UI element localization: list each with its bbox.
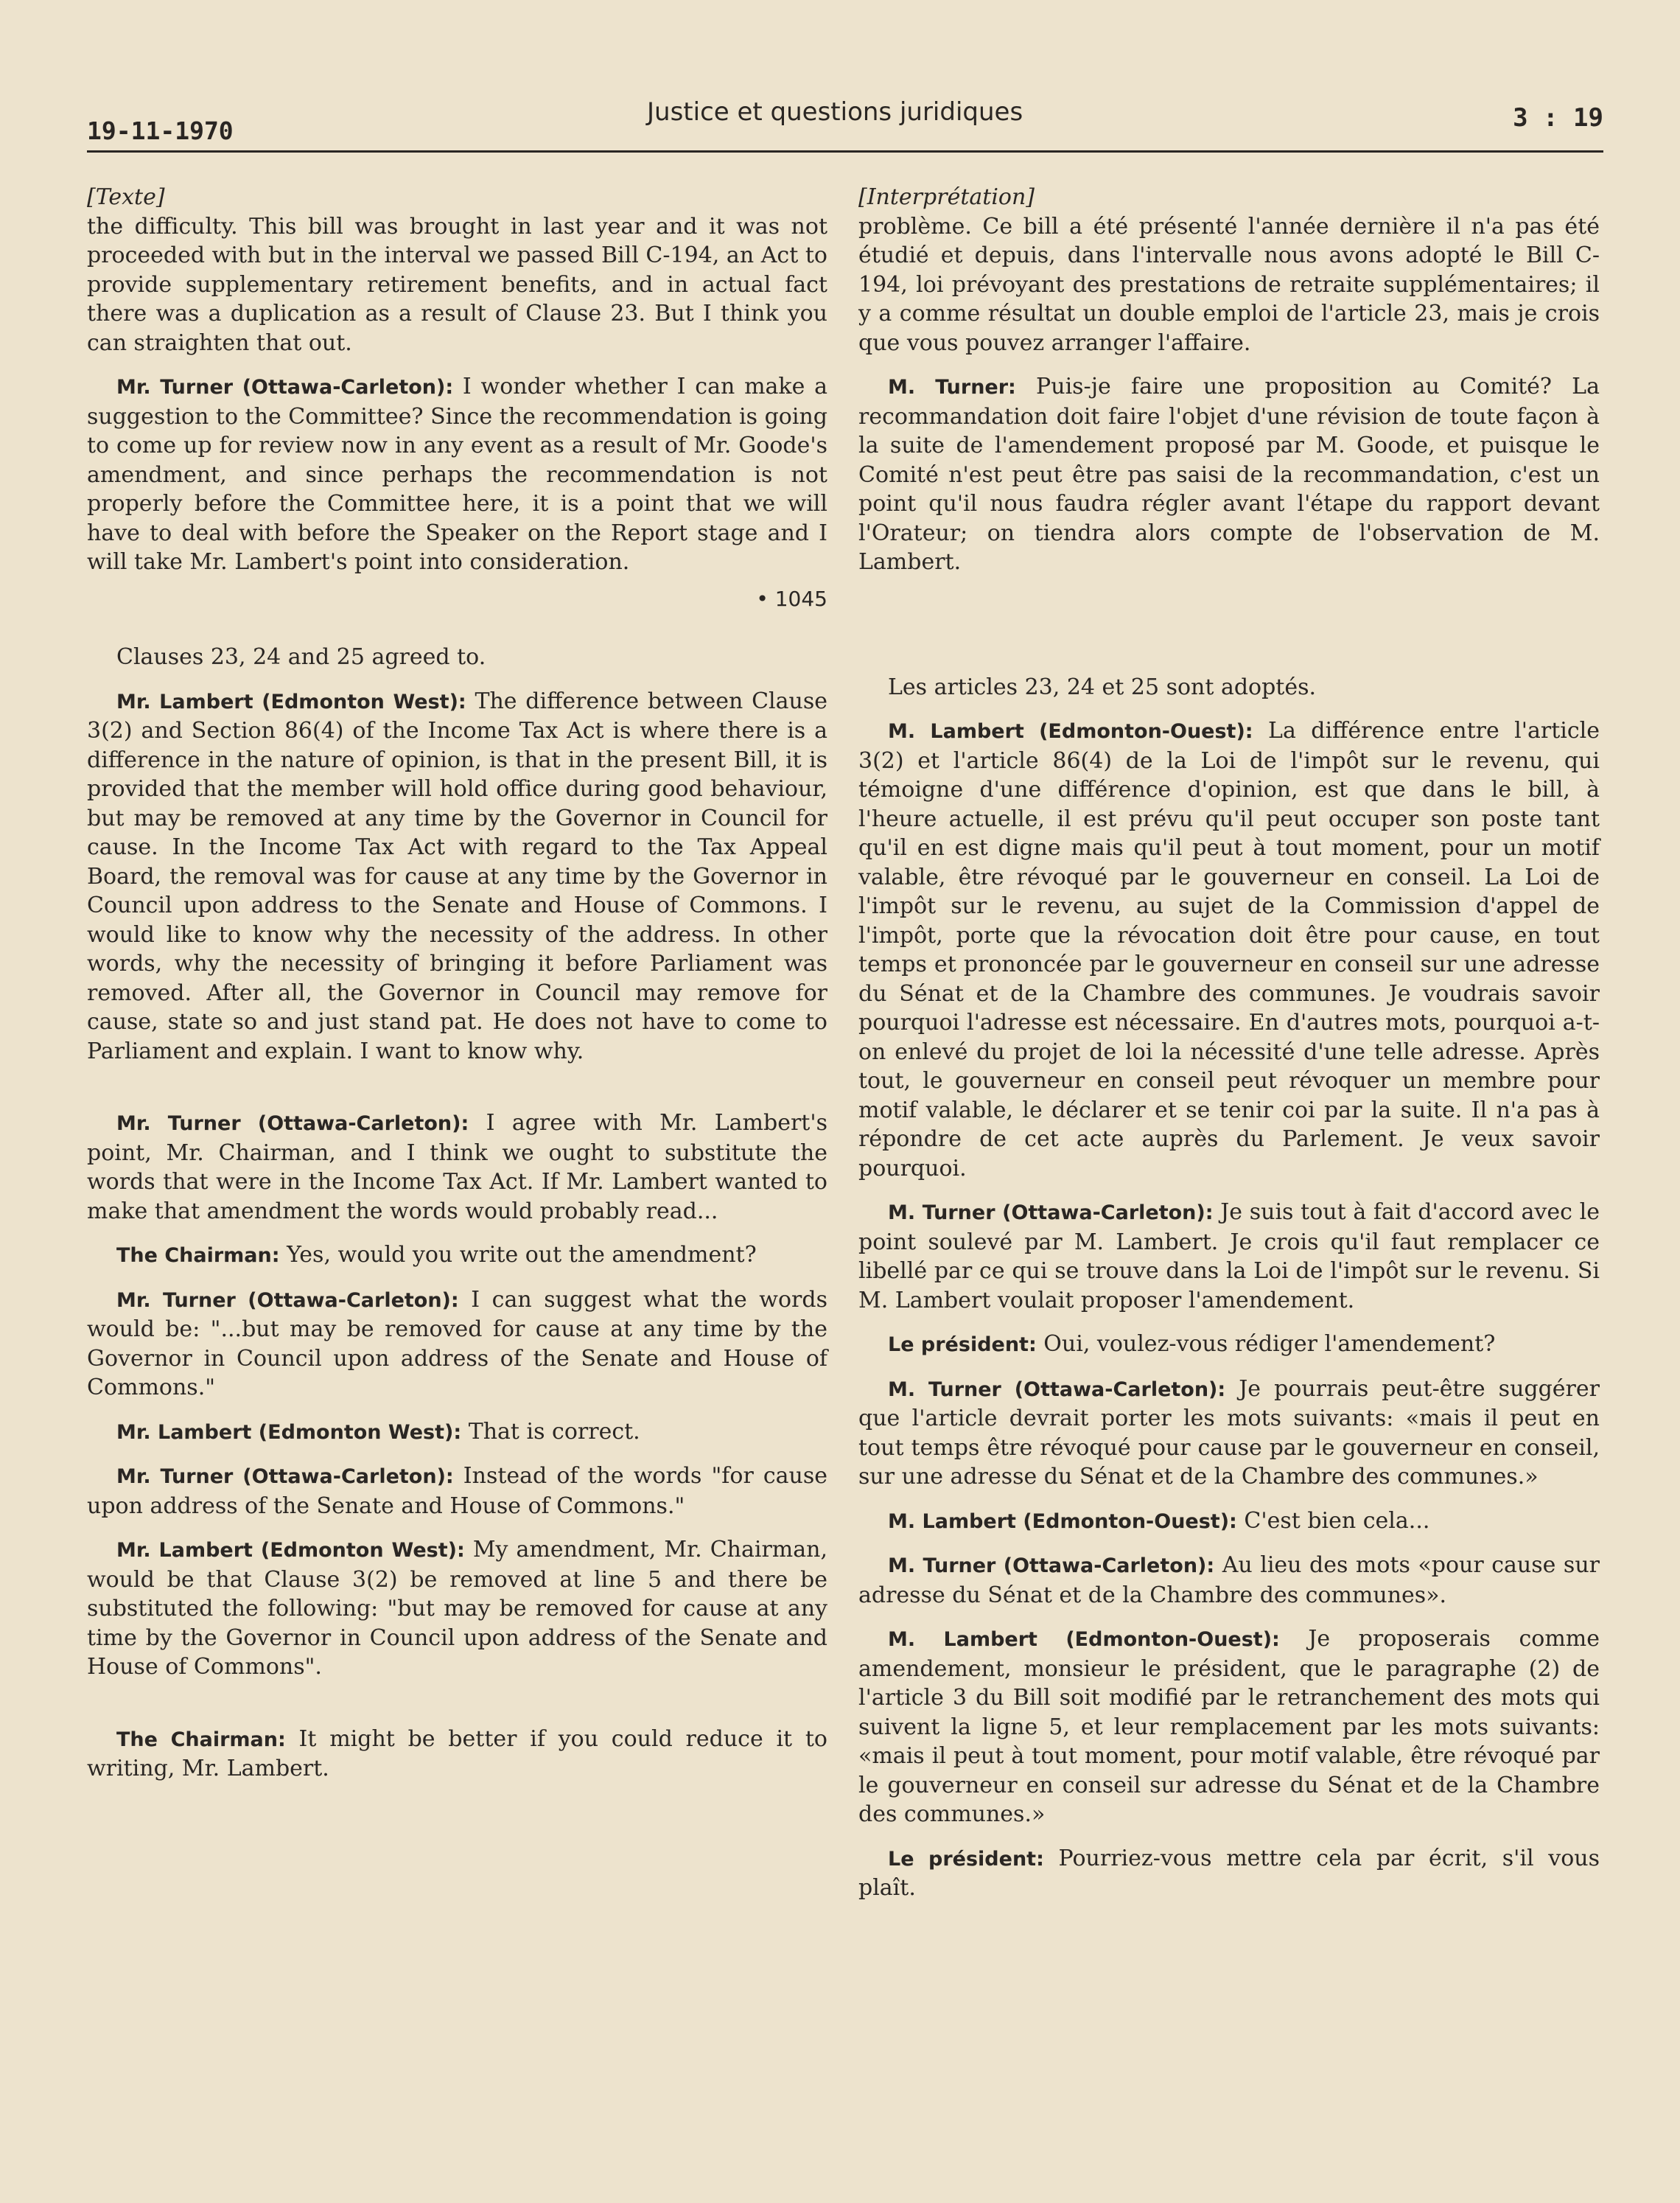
paragraph (858, 1551, 1600, 1610)
paragraph (858, 1844, 1600, 1903)
paragraph (87, 1109, 827, 1226)
speech-text: I can suggest what the words would be: "...but may be removed for cause at any time by the Governor in Council upon address of the Senate and House of Commons." (87, 1286, 827, 1400)
header-page-number: 3 : 19 (1513, 103, 1603, 133)
paragraph (858, 1198, 1600, 1315)
speech-text: La différence entre l'article 3(2) et l'article 86(4) de la Loi de l'impôt sur le revenu, qui témoigne d'une différence d'opinion, est que dans le bill, à l'heure actuelle, il est prévu qu'il peut occuper son poste tant qu'il en est digne mais qu'il peut à tout moment, pour un motif valable, être révoqué par le gouverneur en conseil. La Loi de l'impôt sur le revenu, au sujet de la Commission d'appel de l'impôt, porte que la révocation doit être pour cause, en tout temps et prononcée par le gouverneur en conseil sur une adresse du Sénat et de la Chambre des communes. Je voudrais savoir pourquoi l'adresse est nécessaire. En d'autres mots, pourquoi a-t-on enlevé du projet de loi la nécessité d'une telle adresse. Après tout, le gouverneur en conseil peut révoquer un membre pour motif valable, le déclarer et se tenir coi par la suite. Il n'a pas à répondre de cet acte auprès du Parlement. Je veux savoir pourquoi. (858, 718, 1600, 1181)
speech-text: I agree with Mr. Lambert's point, Mr. Chairman, and I think we ought to substitute the words that were in the Income Tax Act. If Mr. Lambert wanted to make that amendment the words would probably read... (87, 1110, 828, 1224)
speech-text: Yes, would you write out the amendment? (279, 1242, 757, 1268)
paragraph (87, 1417, 827, 1448)
paragraph (858, 1330, 1600, 1360)
paragraph: problème. Ce bill a été présenté l'année dernière il n'a pas été étudié et depuis, dans l'intervalle nous avons adopté le Bill C-194, loi prévoyant des prestations de retraite supplémentaires; il y a comme résultat un double emploi de l'article 23, mais je crois que vous pouvez arranger l'affaire. (858, 213, 1600, 356)
speaker-name: M. Lambert (Edmonton-Ouest): (888, 720, 1253, 743)
paragraph (858, 1375, 1600, 1492)
speaker-name: Mr. Turner (Ottawa-Carleton): (116, 376, 454, 399)
paragraph (87, 1462, 827, 1521)
paragraph (87, 687, 827, 1066)
speech-text: Oui, voulez-vous rédiger l'amendement? (1036, 1331, 1496, 1357)
page-header (87, 87, 1603, 146)
paragraph (87, 1535, 827, 1682)
paragraph (87, 372, 827, 577)
speaker-name: Mr. Turner (Ottawa-Carleton): (116, 1465, 454, 1488)
speech-text: Puis-je faire une proposition au Comité? La recommandation doit faire l'objet d'une révision de toute façon à la suite de l'amendement proposé par M. Goode, et puisque le Comité n'est peut être pas saisi de la recommandation, c'est un point qu'il nous faudra régler avant l'étape du rapport devant l'Orateur; on tiendra alors compte de l'observation de M. Lambert. (858, 374, 1600, 575)
speech-text: Pourriez-vous mettre cela par écrit, s'il vous plaît. (858, 1845, 1600, 1901)
paragraph (858, 372, 1600, 577)
speaker-name: Le président: (888, 1847, 1044, 1871)
speaker-name: Mr. Turner (Ottawa-Carleton): (116, 1112, 469, 1135)
speech-text: The difference between Clause 3(2) and Section 86(4) of the Income Tax Act is where there is a difference in the nature of opinion, is that in the present Bill, it is provided that the member will hold office during good behaviour, but may be removed at any time by the Governor in Council for cause. In the Income Tax Act with regard to the Tax Appeal Board, the removal was for cause at any time by the Governor in Council upon address to the Senate and House of Commons. I would like to know why the necessity of the address. In other words, why the necessity of bringing it before Parliament was removed. After all, the Governor in Council may remove for cause, state so and just stand pat. He does not have to come to Parliament and explain. I want to know why. (87, 688, 827, 1064)
speaker-name: Mr. Lambert (Edmonton West): (116, 1539, 465, 1562)
speaker-name: M. Turner: (888, 376, 1016, 399)
header-title: Justice et questions juridiques (647, 97, 1023, 127)
french-column (858, 183, 1600, 1918)
speech-text: My amendment, Mr. Chairman, would be that Clause 3(2) be removed at line 5 and there be substituted the following: "but may be removed for cause at any time by the Governor in Council upon address of the Senate and House of Commons". (87, 1537, 827, 1680)
speech-text: Je proposerais comme amendement, monsieur le président, que le paragraphe (2) de l'article 3 du Bill soit modifié par le retranchement des mots qui suivent la ligne 5, et leur remplacement par les mots suivants: «mais il peut à tout moment, pour motif valable, être révoqué par le gouverneur en conseil sur adresse du Sénat et de la Chambre des communes.» (858, 1626, 1600, 1827)
paragraph (858, 1624, 1600, 1829)
speaker-name: The Chairman: (116, 1728, 286, 1751)
speech-text: Au lieu des mots «pour cause sur adresse du Sénat et de la Chambre des communes». (858, 1552, 1600, 1608)
paragraph: the difficulty. This bill was brought in last year and it was not proceeded with but in the interval we passed Bill C-194, an Act to provide supplementary retirement benefits, and in actual fact there was a duplication as a result of Clause 23. But I think you can straighten that out. (87, 213, 827, 356)
speaker-name: M. Lambert (Edmonton-Ouest): (888, 1509, 1237, 1533)
speech-text: It might be better if you could reduce it to writing, Mr. Lambert. (87, 1725, 827, 1781)
english-column (87, 183, 827, 1798)
speaker-name: Mr. Turner (Ottawa-Carleton): (116, 1288, 459, 1312)
text-tag: [Texte] (87, 184, 165, 210)
speech-text: Instead of the words "for cause upon address of the Senate and House of Commons." (87, 1463, 828, 1519)
paragraph (858, 716, 1600, 1183)
paragraph (87, 1285, 827, 1403)
speech-text: Je pourrais peut-être suggérer que l'article devrait porter les mots suivants: «mais il peut en tout temps être révoqué pour cause par le gouverneur en conseil, sur une adresse du Sénat et de la Chambre des communes.» (858, 1375, 1600, 1490)
header-date: 19-11-1970 (87, 116, 234, 145)
time-marker: • 1045 (756, 586, 827, 611)
speaker-name: M. Turner (Ottawa-Carleton): (888, 1554, 1215, 1577)
speaker-name: Mr. Lambert (Edmonton West): (116, 690, 466, 713)
speaker-name: M. Turner (Ottawa-Carleton): (888, 1378, 1226, 1401)
speech-text: That is correct. (461, 1418, 640, 1445)
interpretation-tag: [Interprétation] (858, 184, 1035, 210)
header-rule (87, 150, 1603, 153)
paragraph (858, 1507, 1600, 1537)
paragraph (87, 1725, 827, 1784)
speaker-name: Le président: (888, 1333, 1037, 1356)
paragraph: Les articles 23, 24 et 25 sont adoptés. (888, 674, 1317, 700)
paragraph (87, 1240, 827, 1271)
speaker-name: Mr. Lambert (Edmonton West): (116, 1420, 462, 1444)
speech-text: C'est bien cela... (1236, 1507, 1430, 1534)
speech-text: Je suis tout à fait d'accord avec le point soulevé par M. Lambert. Je crois qu'il faut remplacer ce libellé par ce qui se trouve dans la Loi de l'impôt sur le revenu. Si M. Lambert voulait proposer l'amendement. (858, 1199, 1600, 1313)
paragraph: Clauses 23, 24 and 25 agreed to. (116, 644, 486, 670)
speaker-name: The Chairman: (116, 1244, 280, 1267)
speech-text: I wonder whether I can make a suggestion to the Committee? Since the recommendation is going to come up for review now in any event as a result of Mr. Goode's amendment, and since perhaps the recommendation is not properly before the Committee here, it is a point that we will have to deal with before the Speaker on the Report stage and I will take Mr. Lambert's point into consideration. (87, 374, 828, 575)
speaker-name: M. Turner (Ottawa-Carleton): (888, 1201, 1214, 1224)
speaker-name: M. Lambert (Edmonton-Ouest): (888, 1628, 1280, 1651)
